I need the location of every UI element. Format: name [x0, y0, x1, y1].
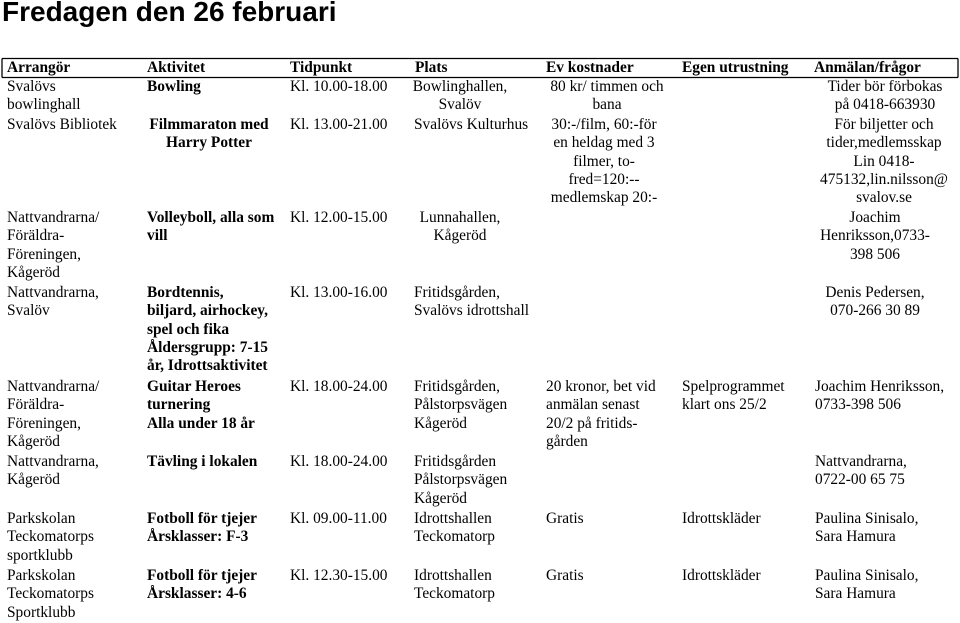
- cell-arrangor: Parkskolan Teckomatorps Sportklubb: [7, 567, 94, 621]
- cell-arrangor: Nattvandrarna/ Föräldra- Föreningen, Kågeröd: [7, 378, 100, 450]
- cell-anmalan: Paulina Sinisalo, Sara Hamura: [815, 567, 919, 603]
- cell-anmalan: Denis Pedersen, 070-266 30 89: [825, 284, 925, 320]
- cell-tidpunkt: Kl. 10.00-18.00: [290, 78, 388, 95]
- cell-plats: Lunnahallen, Kågeröd: [419, 209, 501, 245]
- cell-anmalan: Joachim Henriksson,0733- 398 506: [820, 209, 930, 263]
- cell-kostnader: Gratis: [546, 510, 584, 527]
- cell-utrustning: Spelprogrammet klart ons 25/2: [682, 378, 785, 414]
- cell-tidpunkt: Kl. 13.00-16.00: [290, 284, 388, 301]
- cell-anmalan: För biljetter och tider,medlemsskap Lin 0418- 475132,lin.nilsson@ svalov.se: [820, 116, 948, 207]
- cell-plats: Fritidsgården Pålstorpsvägen Kågeröd: [414, 453, 508, 507]
- cell-tidpunkt: Kl. 13.00-21.00: [290, 116, 388, 133]
- cell-kostnader: 20 kronor, bet vid anmälan senast 20/2 på fritids- gården: [546, 378, 656, 450]
- cell-plats: Idrottshallen Teckomatorp: [414, 567, 495, 603]
- cell-kostnader: Gratis: [546, 567, 584, 584]
- cell-arrangor: Svalövs Bibliotek: [7, 116, 117, 133]
- cell-aktivitet: Guitar Heroes turnering Alla under 18 år: [147, 378, 255, 432]
- cell-arrangor: Nattvandrarna, Svalöv: [7, 284, 99, 320]
- cell-plats: Fritidsgården, Pålstorpsvägen Kågeröd: [414, 378, 508, 432]
- cell-tidpunkt: Kl. 12.30-15.00: [290, 567, 388, 584]
- cell-aktivitet: Fotboll för tjejer Årsklasser: 4-6: [147, 567, 257, 603]
- cell-anmalan: Nattvandrarna, 0722-00 65 75: [815, 453, 907, 489]
- cell-kostnader: 30:-/film, 60:-för en heldag med 3 filmer, to- fred=120:-- medlemskap 20:-: [550, 116, 658, 207]
- header-arrangor: Arrangör: [7, 59, 71, 76]
- cell-anmalan: Joachim Henriksson, 0733-398 506: [815, 378, 945, 414]
- cell-arrangor: Nattvandrarna/ Föräldra- Föreningen, Kågeröd: [7, 209, 100, 281]
- header-aktivitet: Aktivitet: [147, 59, 206, 76]
- cell-arrangor: Svalövs bowlinghall: [7, 78, 81, 114]
- cell-plats: Svalövs Kulturhus: [414, 116, 529, 133]
- header-utrustning: Egen utrustning: [682, 59, 789, 76]
- cell-aktivitet: Bowling: [147, 78, 201, 95]
- cell-aktivitet: Filmmaraton med Harry Potter: [149, 116, 269, 152]
- cell-plats: Idrottshallen Teckomatorp: [414, 510, 495, 546]
- cell-plats: Bowlinghallen, Svalöv: [412, 78, 508, 114]
- header-anmalan: Anmälan/frågor: [814, 59, 921, 76]
- cell-arrangor: Parkskolan Teckomatorps sportklubb: [7, 510, 94, 564]
- cell-aktivitet: Tävling i lokalen: [147, 453, 258, 470]
- header-kostnader: Ev kostnader: [546, 59, 634, 76]
- cell-anmalan: Paulina Sinisalo, Sara Hamura: [815, 510, 919, 546]
- cell-tidpunkt: Kl. 18.00-24.00: [290, 378, 388, 395]
- cell-aktivitet: Fotboll för tjejer Årsklasser: F-3: [147, 510, 257, 546]
- header-tidpunkt: Tidpunkt: [290, 59, 353, 76]
- cell-kostnader: 80 kr/ timmen och bana: [550, 78, 664, 114]
- cell-aktivitet: Volleyboll, alla som vill: [147, 209, 275, 245]
- cell-plats: Fritidsgården, Svalövs idrottshall: [414, 284, 530, 320]
- cell-tidpunkt: Kl. 18.00-24.00: [290, 453, 388, 470]
- cell-utrustning: Idrottskläder: [682, 510, 761, 527]
- page-title: Fredagen den 26 februari: [2, 0, 337, 27]
- cell-anmalan: Tider bör förbokas på 0418-663930: [827, 78, 943, 114]
- header-plats: Plats: [415, 59, 448, 76]
- cell-utrustning: Idrottskläder: [682, 567, 761, 584]
- cell-tidpunkt: Kl. 12.00-15.00: [290, 209, 388, 226]
- cell-aktivitet: Bordtennis, biljard, airhockey, spel och fika Åldersgrupp: 7-15 år, Idrottsaktivitet: [147, 284, 268, 375]
- cell-tidpunkt: Kl. 09.00-11.00: [290, 510, 387, 527]
- cell-arrangor: Nattvandrarna, Kågeröd: [7, 453, 99, 489]
